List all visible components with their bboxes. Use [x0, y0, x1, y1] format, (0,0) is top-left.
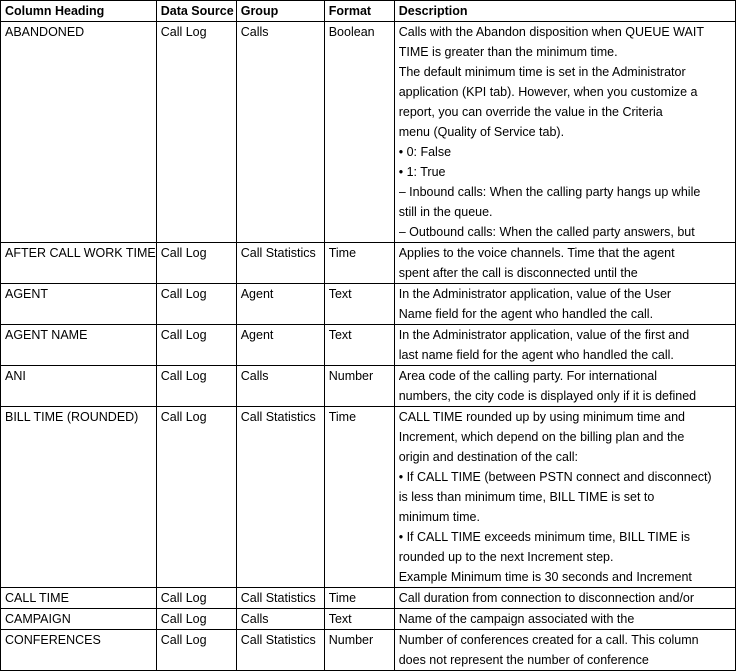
cell-format: Number	[324, 630, 394, 671]
description-line: origin and destination of the call:	[398, 450, 579, 464]
cell-format: Text	[324, 284, 394, 325]
cell-data-source: Call Log	[156, 284, 236, 325]
cell-description	[394, 284, 735, 325]
header-data-source: Data Source	[156, 1, 236, 22]
table-row	[1, 325, 736, 366]
description-line: • 1: True	[398, 165, 446, 179]
cell-data-source: Call Log	[156, 609, 236, 630]
description-line: last name field for the agent who handled the call.	[398, 348, 674, 362]
description-line: Area code of the calling party. For international	[398, 369, 657, 383]
description-line: Name of the campaign associated with the	[398, 612, 635, 626]
cell-data-source: Call Log	[156, 630, 236, 671]
table-row	[1, 284, 736, 325]
table-row	[1, 407, 736, 588]
description-line: application (KPI tab). However, when you customize a	[398, 85, 698, 99]
description-line: • 0: False	[398, 145, 452, 159]
table-row	[1, 630, 736, 671]
description-line: Calls with the Abandon disposition when QUEUE WAIT	[398, 25, 704, 39]
cell-description	[394, 325, 735, 366]
cell-data-source: Call Log	[156, 325, 236, 366]
cell-format: Time	[324, 243, 394, 284]
table-row	[1, 588, 736, 609]
cell-data-source: Call Log	[156, 22, 236, 243]
header-column-heading: Column Heading	[1, 1, 157, 22]
cell-group: Calls	[236, 366, 324, 407]
description-line: Number of conferences created for a call. This column	[398, 633, 699, 647]
cell-data-source: Call Log	[156, 407, 236, 588]
cell-column-heading: AFTER CALL WORK TIME	[1, 243, 157, 284]
cell-group: Call Statistics	[236, 630, 324, 671]
cell-description	[394, 588, 735, 609]
description-line: Increment, which depend on the billing plan and the	[398, 430, 685, 444]
description-line: Example Minimum time is 30 seconds and Increment	[398, 570, 692, 584]
cell-group: Calls	[236, 22, 324, 243]
description-line: • If CALL TIME (between PSTN connect and disconnect)	[398, 470, 712, 484]
header-group: Group	[236, 1, 324, 22]
cell-description	[394, 630, 735, 671]
cell-description	[394, 609, 735, 630]
header-format: Format	[324, 1, 394, 22]
cell-column-heading: AGENT	[1, 284, 157, 325]
description-line: minimum time.	[398, 510, 480, 524]
description-line: • If CALL TIME exceeds minimum time, BILL TIME is	[398, 530, 690, 544]
table-body	[1, 22, 736, 671]
cell-format: Boolean	[324, 22, 394, 243]
cell-description	[394, 22, 735, 243]
cell-group: Agent	[236, 284, 324, 325]
description-line: Applies to the voice channels. Time that the agent	[398, 246, 675, 260]
cell-data-source: Call Log	[156, 243, 236, 284]
cell-group: Agent	[236, 325, 324, 366]
description-line: – Inbound calls: When the calling party hangs up while	[398, 185, 701, 199]
cell-format: Time	[324, 407, 394, 588]
cell-data-source: Call Log	[156, 588, 236, 609]
cell-column-heading: CONFERENCES	[1, 630, 157, 671]
table-row	[1, 22, 736, 243]
description-line: Name field for the agent who handled the call.	[398, 307, 654, 321]
cell-data-source: Call Log	[156, 366, 236, 407]
header-description: Description	[394, 1, 735, 22]
cell-description	[394, 366, 735, 407]
table-row	[1, 609, 736, 630]
cell-column-heading: CAMPAIGN	[1, 609, 157, 630]
cell-column-heading: BILL TIME (ROUNDED)	[1, 407, 157, 588]
cell-group: Calls	[236, 609, 324, 630]
cell-group: Call Statistics	[236, 243, 324, 284]
cell-format: Text	[324, 609, 394, 630]
description-line: Call duration from connection to disconnection and/or	[398, 591, 695, 605]
table-row	[1, 243, 736, 284]
cell-group: Call Statistics	[236, 407, 324, 588]
cell-description	[394, 243, 735, 284]
description-line: still in the queue.	[398, 205, 493, 219]
description-line: The default minimum time is set in the Administrator	[398, 65, 686, 79]
cell-column-heading: ANI	[1, 366, 157, 407]
description-line: CALL TIME rounded up by using minimum time and	[398, 410, 685, 424]
description-line: spent after the call is disconnected until the	[398, 266, 638, 280]
description-line: is less than minimum time, BILL TIME is set to	[398, 490, 655, 504]
table-row	[1, 366, 736, 407]
description-line: numbers, the city code is displayed only if it is defined	[398, 389, 697, 403]
description-line: menu (Quality of Service tab).	[398, 125, 565, 139]
cell-column-heading: ABANDONED	[1, 22, 157, 243]
cell-group: Call Statistics	[236, 588, 324, 609]
cell-description	[394, 407, 735, 588]
cell-column-heading: AGENT NAME	[1, 325, 157, 366]
description-line: TIME is greater than the minimum time.	[398, 45, 618, 59]
cell-column-heading: CALL TIME	[1, 588, 157, 609]
cell-format: Number	[324, 366, 394, 407]
header-row	[1, 1, 736, 22]
description-line: In the Administrator application, value of the User	[398, 287, 672, 301]
cell-format: Time	[324, 588, 394, 609]
description-line: – Outbound calls: When the called party answers, but	[398, 225, 695, 239]
description-line: rounded up to the next Increment step.	[398, 550, 614, 564]
description-line: In the Administrator application, value of the first and	[398, 328, 690, 342]
cell-format: Text	[324, 325, 394, 366]
description-line: report, you can override the value in the Criteria	[398, 105, 663, 119]
description-line: does not represent the number of conference	[398, 653, 649, 667]
